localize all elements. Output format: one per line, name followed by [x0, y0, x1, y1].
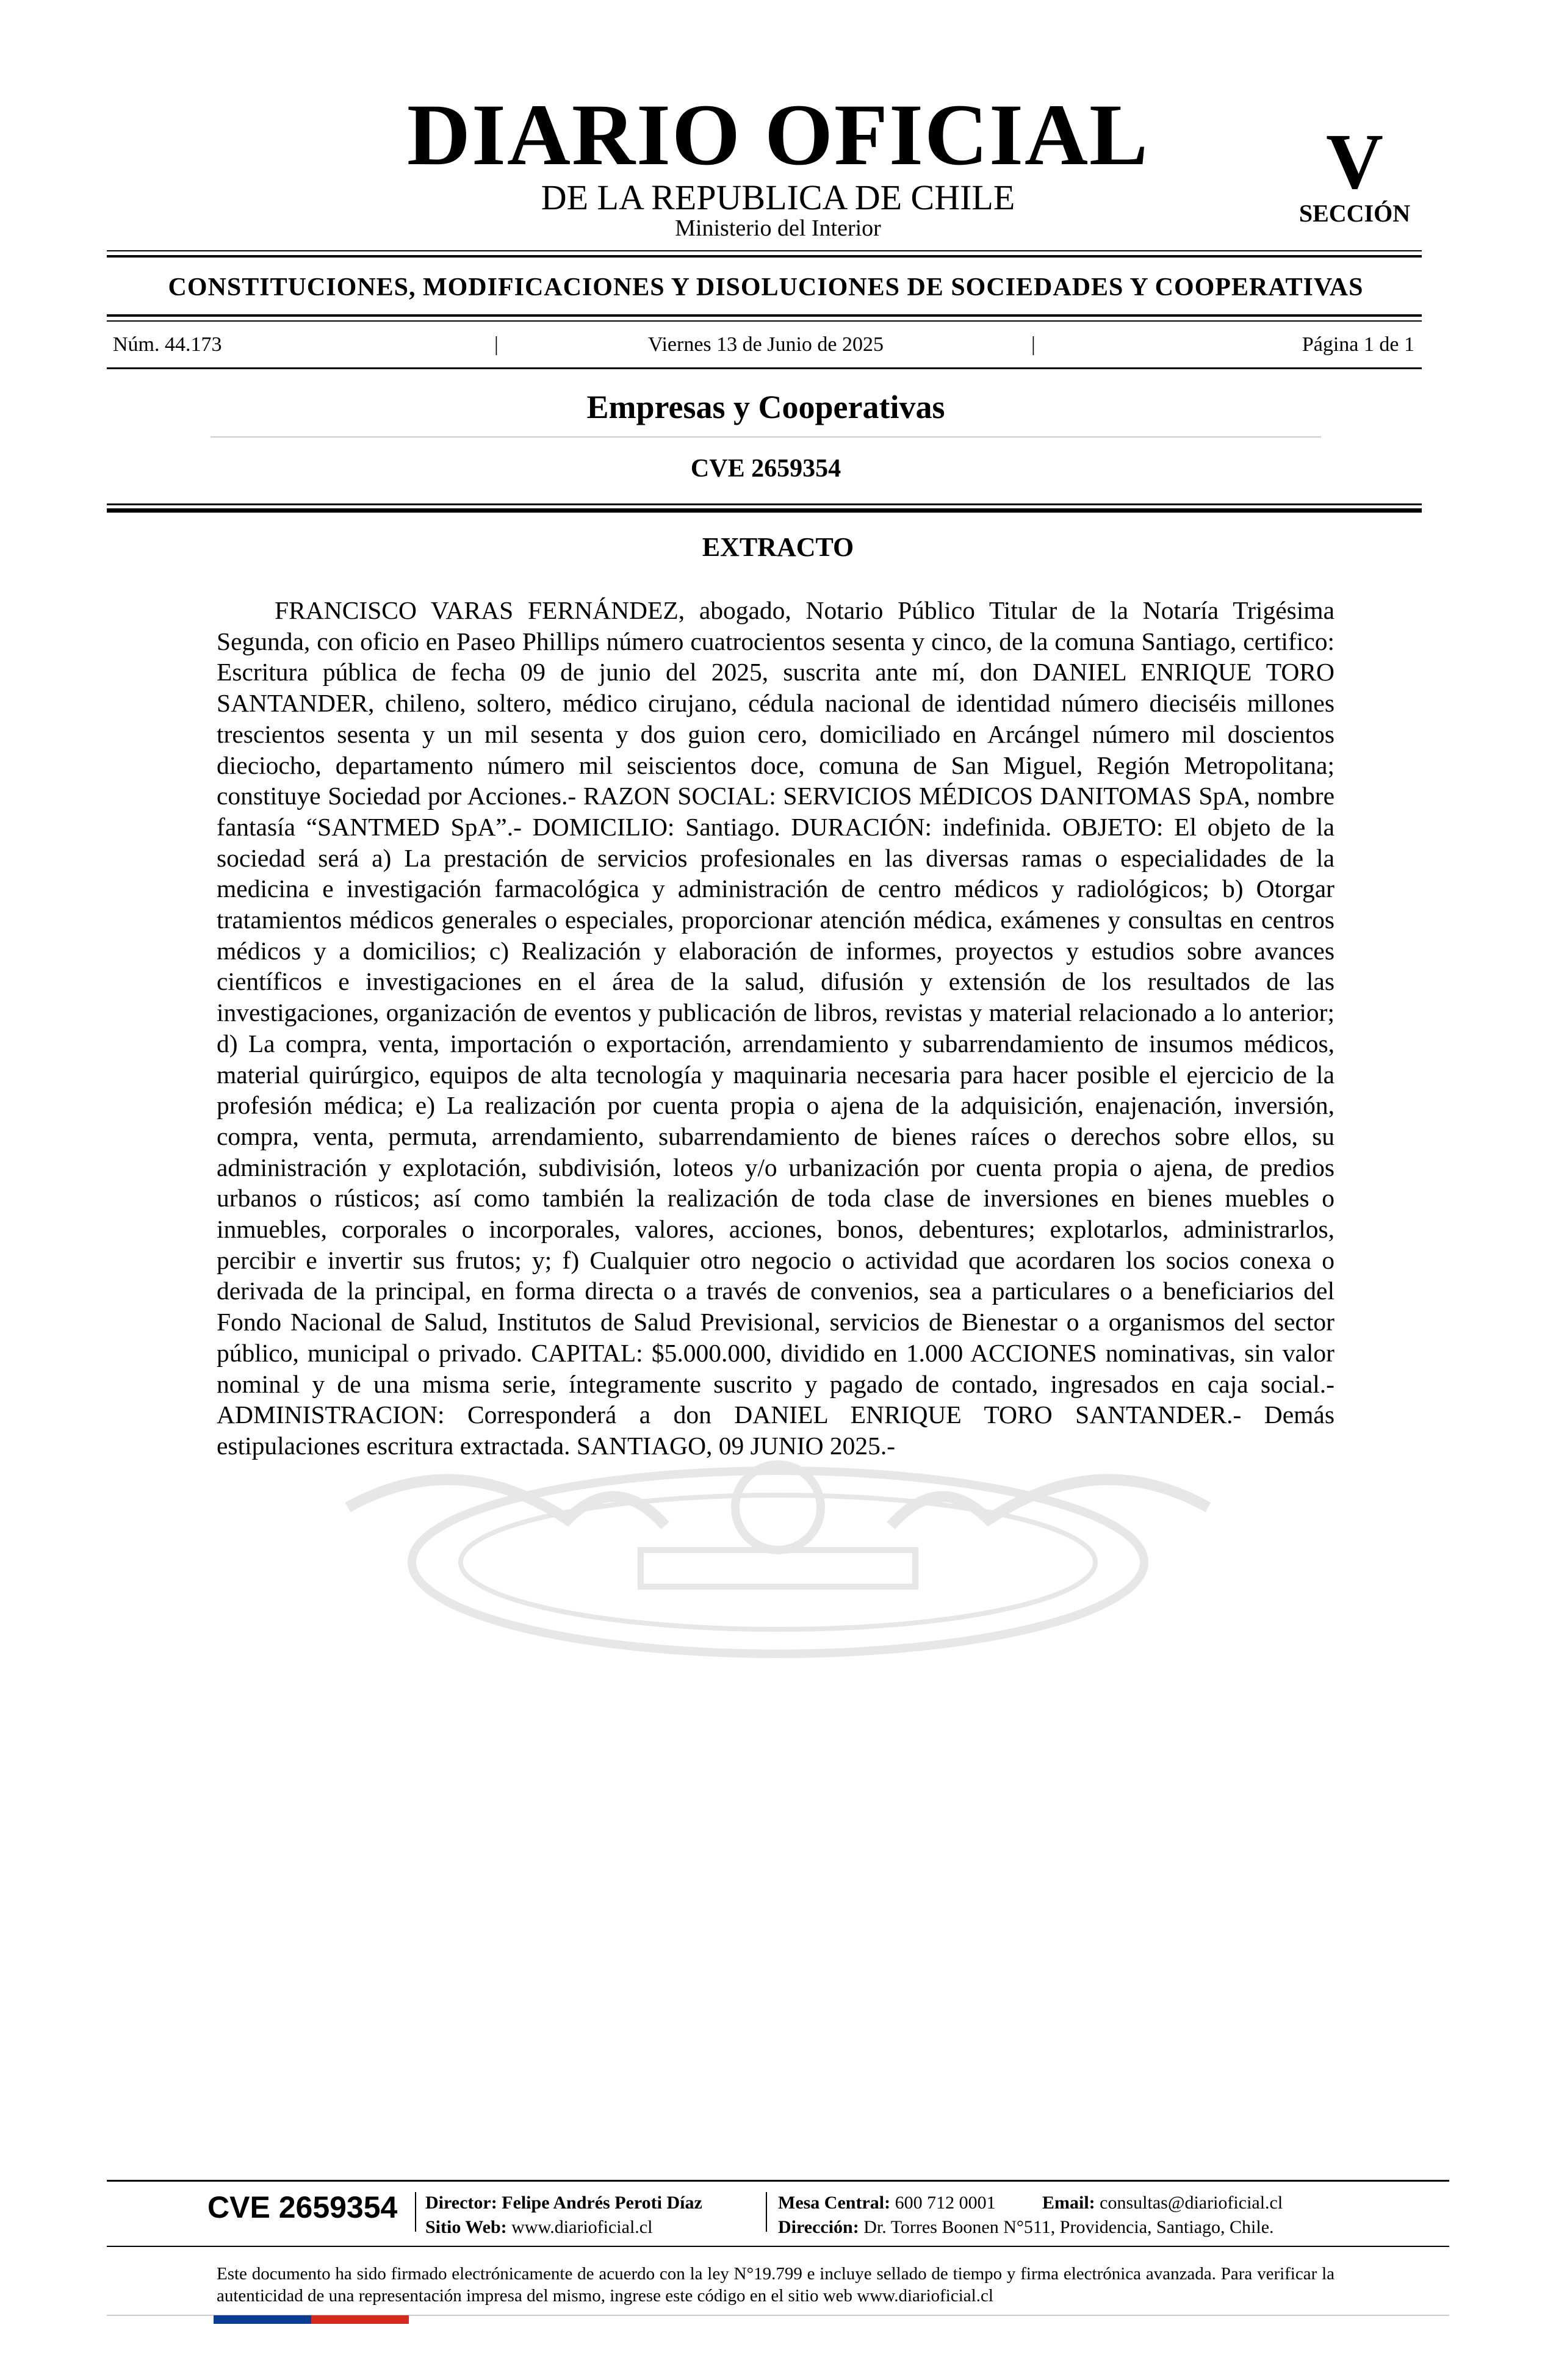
extracto-title: EXTRACTO	[702, 532, 854, 562]
category-title: Empresas y Cooperativas	[586, 389, 945, 425]
footer-cve-code: CVE 2659354	[207, 2190, 398, 2224]
divider	[107, 508, 1422, 513]
divider	[107, 503, 1422, 505]
footer-phone: Mesa Central: 600 712 0001	[778, 2193, 996, 2213]
masthead-subtitle: DE LA REPUBLICA DE CHILE	[541, 178, 1015, 217]
ministry-label: Ministerio del Interior	[675, 215, 881, 241]
page-indicator: Página 1 de 1	[1302, 333, 1414, 356]
footer-website: Sitio Web: www.diarioficial.cl	[425, 2217, 653, 2237]
divider	[107, 314, 1422, 317]
divider	[211, 436, 1321, 438]
divider	[415, 2192, 416, 2232]
divider	[107, 255, 1422, 258]
divider	[766, 2192, 767, 2232]
divider	[107, 250, 1422, 251]
divider	[107, 2180, 1449, 2182]
flag-stripe-blue	[214, 2315, 311, 2324]
issue-number: Núm. 44.173	[113, 333, 222, 356]
footer-director: Director: Felipe Andrés Peroti Díaz	[425, 2193, 702, 2213]
meta-separator: |	[1031, 333, 1036, 356]
divider	[107, 367, 1422, 369]
footer-address: Dirección: Dr. Torres Boonen N°511, Providencia, Santiago, Chile.	[778, 2217, 1274, 2237]
cve-code: CVE 2659354	[690, 455, 841, 483]
section-label: SECCIÓN	[1298, 200, 1411, 227]
masthead-title: DIARIO OFICIAL	[406, 87, 1150, 184]
section-banner: CONSTITUCIONES, MODIFICACIONES Y DISOLUCIONES DE SOCIEDADES Y COOPERATIVAS	[168, 273, 1364, 301]
issue-date: Viernes 13 de Junio de 2025	[647, 333, 884, 356]
section-letter: V	[1326, 118, 1383, 206]
divider	[107, 2246, 1449, 2247]
signature-note: Este documento ha sido firmado electrónicamente de acuerdo con la ley N°19.799 e incluye sellado de tiempo y firma electrónica avanzada. Para verificar la autenticidad de una representación impresa del mismo, ingrese este código en el sitio web www.diarioficial.cl	[217, 2264, 1334, 2306]
extracto-body: FRANCISCO VARAS FERNÁNDEZ, abogado, Notario Público Titular de la Notaría Trigésima Segunda, con oficio en Paseo Phillips número cuatrocientos sesenta y cinco, de la comuna Santiago, certifico: Escritura pública de fecha 09 de junio del 2025, suscrita ante mí, don DANIEL ENRIQUE TORO SANTANDER, chileno, soltero, médico cirujano, cédula nacional de identidad número dieciséis millones trescientos sesenta y un mil sesenta y dos guion cero, domiciliado en Arcángel número mil doscientos dieciocho, departamento número mil seiscientos doce, comuna de San Miguel, Región Metropolitana; constituye Sociedad por Acciones.- RAZON SOCIAL: SERVICIOS MÉDICOS DANITOMAS SpA, nombre fantasía “SANTMED SpA”.- DOMICILIO: Santiago. DURACIÓN: indefinida. OBJETO: El objeto de la sociedad será a) La prestación de servicios profesionales en las diversas ramas o especialidades de la medicina e investigación farmacológica y administración de centro médicos y radiológicos; b) Otorgar tratamientos médicos generales o especiales, proporcionar atención médica, exámenes y consultas en centros médicos y a domicilios; c) Realización y elaboración de informes, proyectos y estudios sobre avances científicos e investigaciones en el área de la salud, difusión y extensión de los resultados de las investigaciones, organización de eventos y publicación de libros, revistas y material relacionado a lo anterior; d) La compra, venta, importación o exportación, arrendamiento y subarrendamiento de insumos médicos, material quirúrgico, equipos de alta tecnología y maquinaria necesaria para hacer posible el ejercicio de la profesión médica; e) La realización por cuenta propia o ajena de la adquisición, enajenación, inversión, compra, venta, permuta, arrendamiento, subarrendamiento de bienes raíces o derechos sobre ellos, su administración y explotación, subdivisión, loteos y/o urbanización por cuenta propia o ajena, de predios urbanos o rústicos; así como también la realización de toda clase de inversiones en bienes muebles o inmuebles, corporales o incorporales, valores, acciones, bonos, debentures; explotarlos, administrarlos, percibir e invertir sus frutos; y; f) Cualquier otro negocio o actividad que acordaren los socios conexa o derivada de la principal, en forma directa o a través de convenios, sea a particulares o a beneficiarios del Fondo Nacional de Salud, Institutos de Salud Previsional, servicios de Bienestar o a organismos del sector público, municipal o privado. CAPITAL: $5.000.000, dividido en 1.000 ACCIONES nominativas, sin valor nominal y de una misma serie, íntegramente suscrito y pagado de contado, ingresados en caja social.- ADMINISTRACION: Corresponderá a don DANIEL ENRIQUE TORO SANTANDER.- Demás estipulaciones escritura extractada. SANTIAGO, 09 JUNIO 2025.-	[217, 596, 1334, 1460]
flag-stripe-red	[311, 2315, 409, 2324]
footer-email: Email: consultas@diarioficial.cl	[1042, 2193, 1283, 2213]
seal-watermark	[275, 1434, 1281, 1666]
divider	[107, 320, 1422, 322]
meta-separator: |	[494, 333, 499, 356]
